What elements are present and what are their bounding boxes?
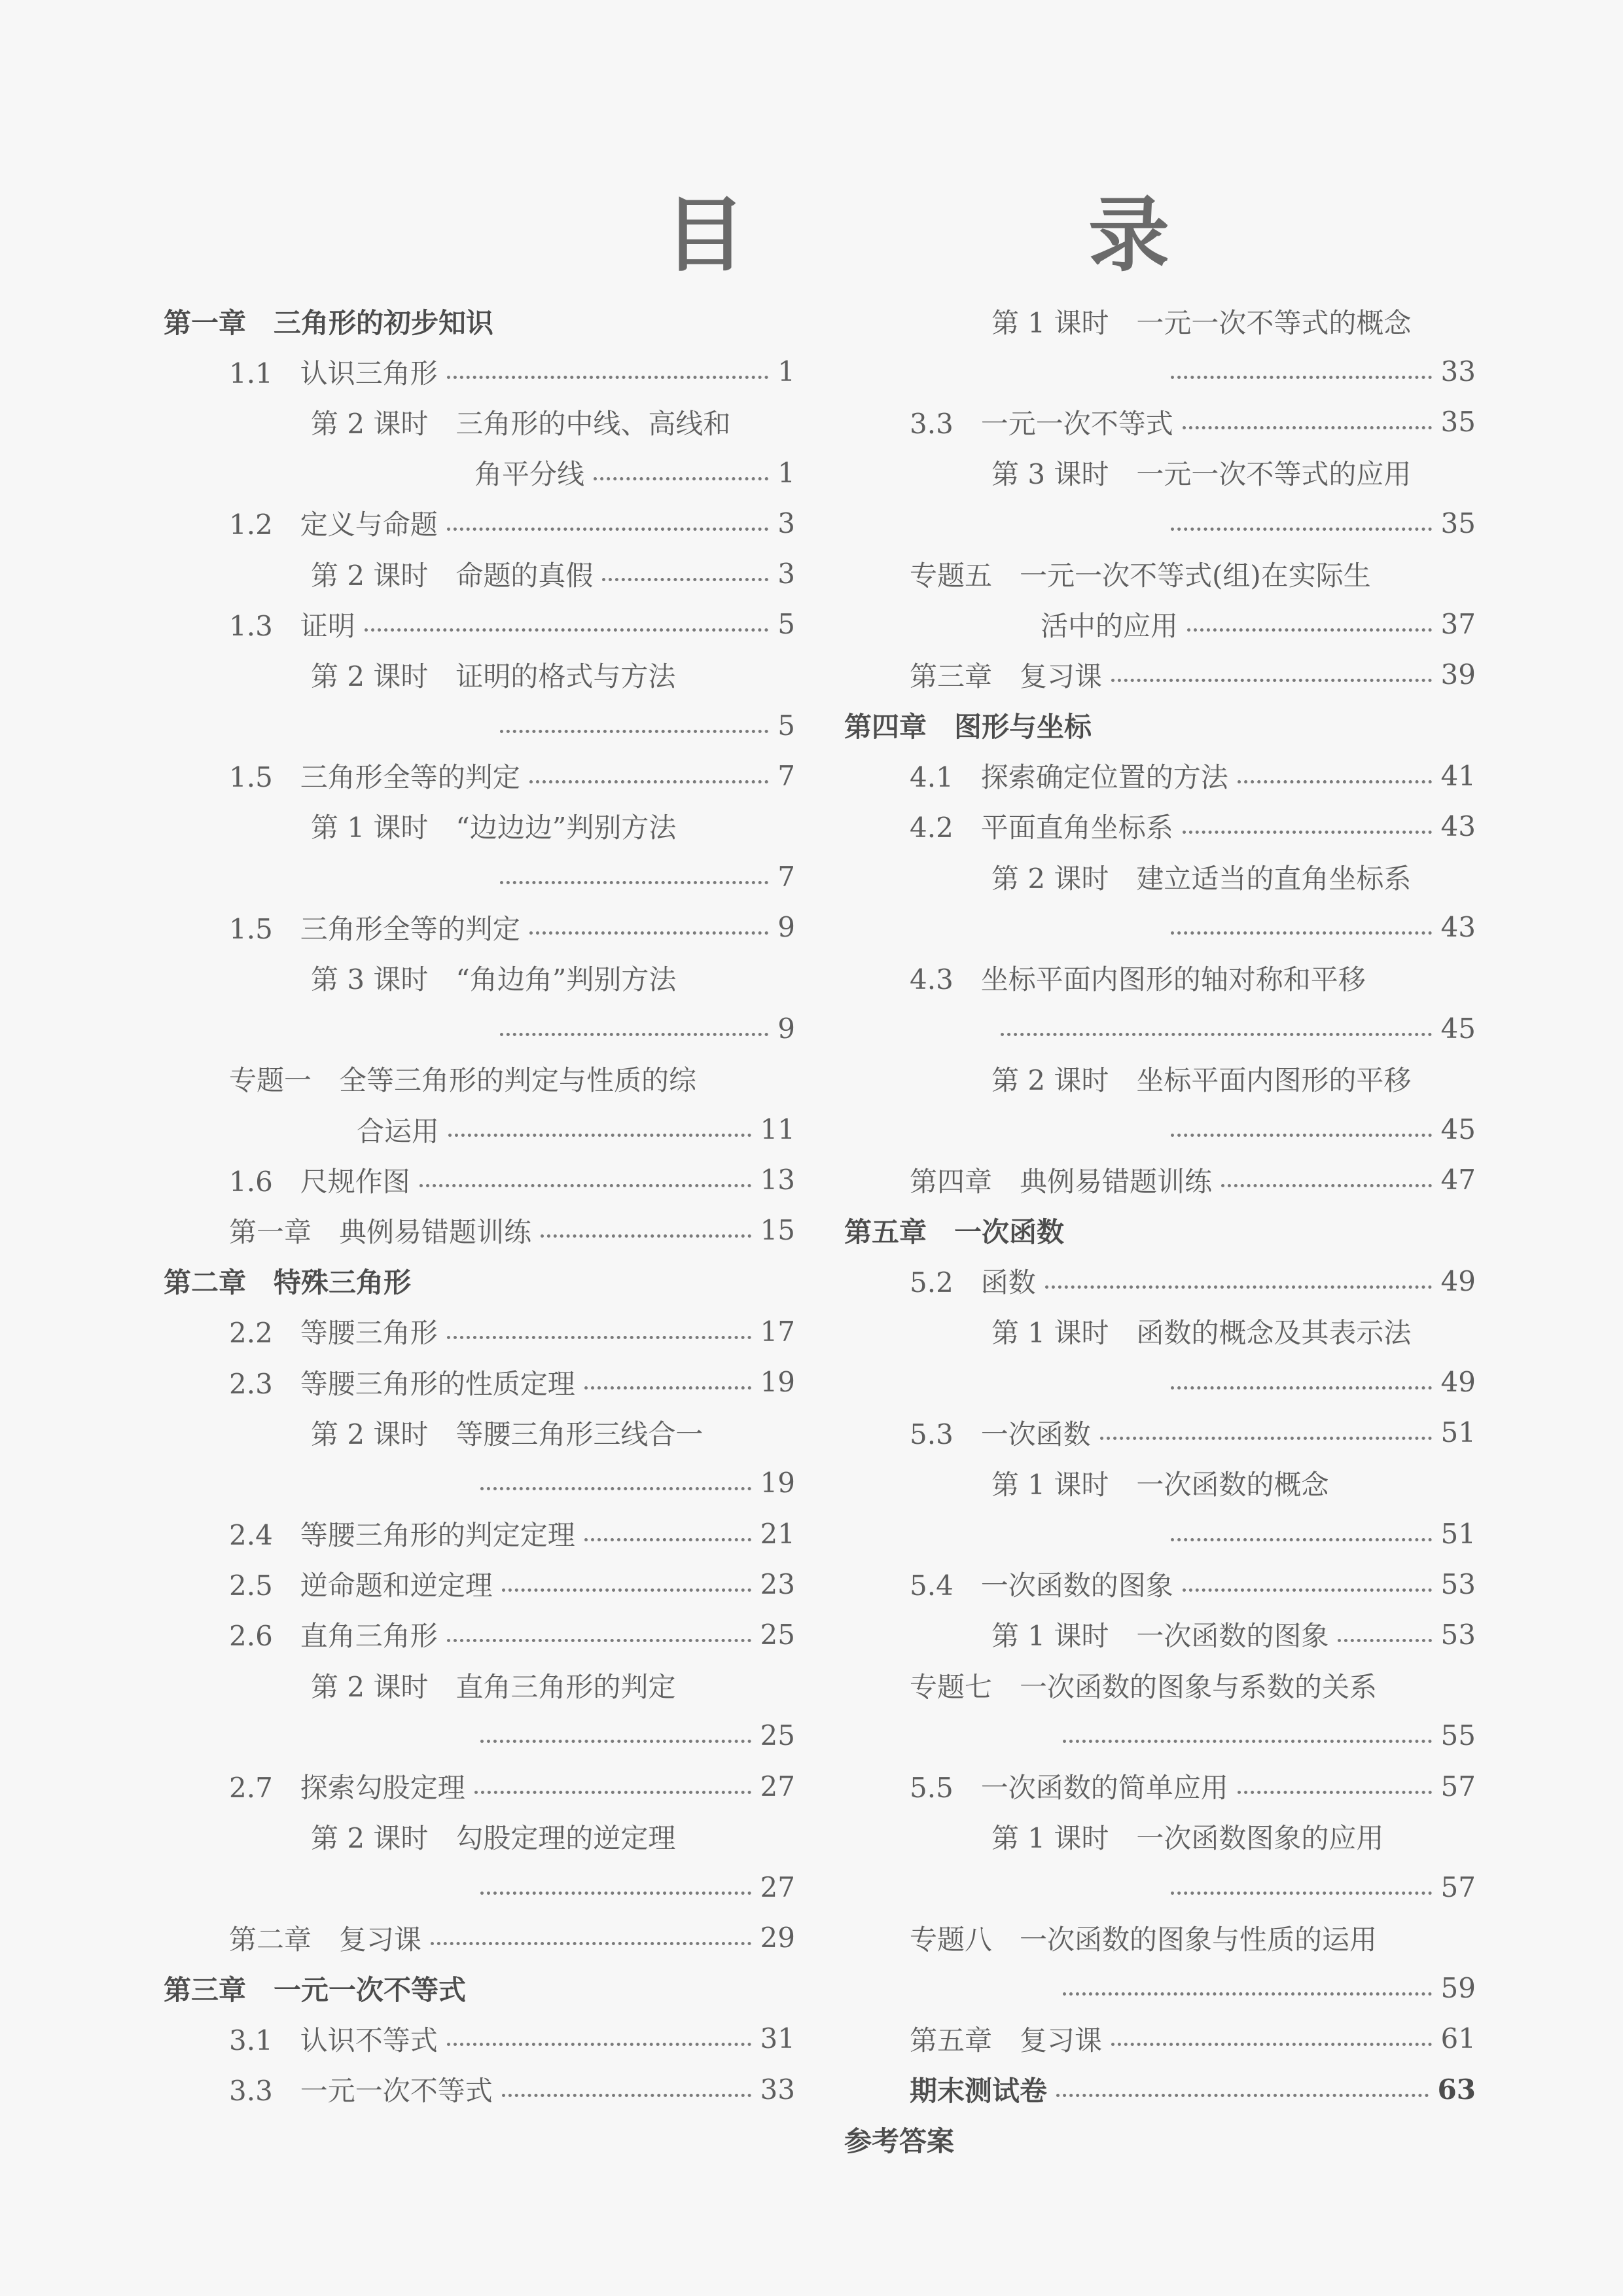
toc-entry-label: 1.3 证明 xyxy=(229,609,355,642)
toc-entry-label: 5.2 函数 xyxy=(910,1266,1036,1299)
toc-entry-label: 3.3 一元一次不等式 xyxy=(229,2075,493,2108)
toc-entry[interactable] xyxy=(844,852,1476,902)
toc-entry-label: 5.4 一次函数的图象 xyxy=(910,1570,1173,1602)
toc-page-number: 55 xyxy=(1440,1719,1476,1752)
toc-entry-label: 第 3 课时 一元一次不等式的应用 xyxy=(991,458,1412,491)
dot-leader xyxy=(1171,1538,1432,1541)
toc-page-number: 9 xyxy=(777,1012,795,1045)
dot-leader xyxy=(502,1588,751,1592)
dot-leader xyxy=(500,730,768,733)
toc-entry[interactable] xyxy=(844,448,1476,498)
dot-leader xyxy=(431,1942,751,1945)
toc-chapter-heading[interactable] xyxy=(164,1256,795,1306)
toc-entry[interactable] xyxy=(844,1509,1476,1559)
toc-entry-label: 第 2 课时 坐标平面内图形的平移 xyxy=(991,1064,1412,1097)
page-title: 目 录 xyxy=(664,188,1301,283)
toc-page-number: 49 xyxy=(1440,1366,1476,1399)
toc-entry-label: 4.2 平面直角坐标系 xyxy=(910,812,1173,844)
toc-entry-label: 1.5 三角形全等的判定 xyxy=(229,912,520,945)
toc-page-number: 53 xyxy=(1440,1568,1476,1600)
toc-entry[interactable] xyxy=(844,346,1476,397)
toc-entry[interactable] xyxy=(164,2064,795,2115)
toc-entry[interactable] xyxy=(844,1256,1476,1306)
toc-entry-label: 第 2 课时 三角形的中线、高线和 xyxy=(311,407,731,440)
toc-entry[interactable] xyxy=(844,751,1476,801)
toc-chapter-heading[interactable] xyxy=(844,1205,1476,1255)
dot-leader xyxy=(1338,1639,1431,1642)
dot-leader xyxy=(500,1033,768,1036)
toc-entry[interactable] xyxy=(164,1862,795,1912)
toc-entry-label: 专题五 一元一次不等式(组)在实际生 xyxy=(910,559,1371,592)
toc-page-number: 45 xyxy=(1440,1012,1476,1045)
toc-entry[interactable] xyxy=(164,1407,795,1458)
dot-leader xyxy=(1171,1386,1432,1390)
toc-page-number: 45 xyxy=(1440,1113,1476,1146)
toc-page-number: 33 xyxy=(760,2073,795,2106)
toc-entry-label: 第 1 课时 一次函数的概念 xyxy=(991,1468,1329,1501)
toc-entry[interactable] xyxy=(164,1357,795,1407)
toc-page-number: 3 xyxy=(777,507,795,539)
toc-entry-label: 专题一 全等三角形的判定与性质的综 xyxy=(229,1064,697,1097)
toc-page-number: 63 xyxy=(1437,2073,1476,2106)
toc-entry[interactable] xyxy=(844,1660,1476,1710)
toc-entry[interactable] xyxy=(164,1660,795,1710)
toc-entry[interactable] xyxy=(844,952,1476,1003)
toc-entry[interactable] xyxy=(164,1509,795,1559)
toc-entry[interactable] xyxy=(844,1407,1476,1458)
toc-page-number: 59 xyxy=(1440,1972,1476,2005)
toc-page-number: 25 xyxy=(760,1618,795,1651)
toc-page-number: 19 xyxy=(760,1366,795,1399)
dot-leader xyxy=(1111,2043,1432,2046)
toc-entry[interactable] xyxy=(844,1963,1476,2013)
toc-entry-label: 第 2 课时 命题的真假 xyxy=(311,559,594,592)
dot-leader xyxy=(1183,831,1432,834)
toc-entry-label: 第四章 图形与坐标 xyxy=(844,711,1092,744)
toc-entry[interactable] xyxy=(164,902,795,952)
toc-entry[interactable] xyxy=(844,1155,1476,1205)
dot-leader xyxy=(447,1639,751,1642)
toc-entry-label: 4.3 坐标平面内图形的轴对称和平移 xyxy=(910,963,1366,996)
toc-entry-label: 第 2 课时 证明的格式与方法 xyxy=(311,660,676,692)
toc-entry-label: 第四章 典例易错题训练 xyxy=(910,1165,1213,1198)
toc-page-number: 1 xyxy=(777,355,795,388)
toc-entry[interactable] xyxy=(164,498,795,548)
toc-entry[interactable] xyxy=(164,1306,795,1357)
toc-page-number: 41 xyxy=(1440,759,1476,792)
toc-entry[interactable] xyxy=(164,1912,795,1963)
dot-leader xyxy=(480,1740,751,1743)
toc-entry[interactable] xyxy=(164,1205,795,1255)
toc-left-column xyxy=(164,296,795,2115)
toc-entry-label: 第 1 课时 一次函数的图象 xyxy=(991,1620,1329,1653)
toc-entry[interactable] xyxy=(164,397,795,447)
toc-entry[interactable] xyxy=(844,2064,1476,2115)
toc-entry[interactable] xyxy=(844,649,1476,700)
toc-entry[interactable] xyxy=(844,1458,1476,1508)
toc-entry[interactable] xyxy=(164,649,795,700)
dot-leader xyxy=(1187,628,1432,632)
toc-entry[interactable] xyxy=(164,1155,795,1205)
toc-entry-label: 1.2 定义与命题 xyxy=(229,509,438,541)
toc-right-column xyxy=(844,296,1476,2165)
dot-leader xyxy=(541,1234,751,1238)
toc-entry-label: 第 1 课时 函数的概念及其表示法 xyxy=(991,1317,1412,1350)
toc-entry-label: 2.4 等腰三角形的判定定理 xyxy=(229,1519,575,1552)
toc-entry[interactable] xyxy=(164,1559,795,1609)
toc-entry-label: 专题八 一次函数的图象与性质的运用 xyxy=(910,1923,1378,1956)
dot-leader xyxy=(480,1487,751,1490)
toc-entry[interactable] xyxy=(844,397,1476,447)
toc-page-number: 21 xyxy=(760,1517,795,1550)
toc-entry[interactable] xyxy=(844,1054,1476,1104)
toc-entry[interactable] xyxy=(844,1862,1476,1912)
toc-entry[interactable] xyxy=(844,1812,1476,1862)
toc-page-number: 43 xyxy=(1440,810,1476,842)
dot-leader xyxy=(1056,2094,1429,2097)
toc-entry-label: 第二章 复习课 xyxy=(229,1923,422,1956)
dot-leader xyxy=(584,1538,751,1541)
toc-entry-label: 2.6 直角三角形 xyxy=(229,1620,438,1653)
dot-leader xyxy=(1171,931,1432,935)
toc-entry[interactable] xyxy=(844,902,1476,952)
toc-entry[interactable] xyxy=(844,1609,1476,1660)
toc-entry-label: 专题七 一次函数的图象与系数的关系 xyxy=(910,1670,1378,1703)
dot-leader xyxy=(1171,528,1432,531)
toc-entry[interactable] xyxy=(844,1559,1476,1609)
dot-leader xyxy=(584,1386,751,1390)
toc-entry-label: 第 1 课时 一元一次不等式的概念 xyxy=(991,306,1412,339)
toc-entry[interactable] xyxy=(164,1003,795,1054)
toc-entry[interactable] xyxy=(164,1812,795,1862)
toc-entry-label: 第 2 课时 等腰三角形三线合一 xyxy=(311,1418,704,1450)
toc-entry[interactable] xyxy=(164,548,795,599)
toc-entry-label: 2.5 逆命题和逆定理 xyxy=(229,1570,493,1602)
dot-leader xyxy=(1221,1184,1432,1187)
toc-entry-label: 2.3 等腰三角形的性质定理 xyxy=(229,1367,575,1400)
toc-entry-label: 第五章 一次函数 xyxy=(844,1215,1065,1248)
toc-entry[interactable] xyxy=(164,700,795,751)
dot-leader xyxy=(1183,1588,1432,1592)
dot-leader xyxy=(529,931,768,935)
toc-entry-label: 第二章 特殊三角形 xyxy=(164,1266,412,1299)
toc-page-number: 35 xyxy=(1440,507,1476,539)
dot-leader xyxy=(474,1791,751,1794)
toc-page-number: 7 xyxy=(777,759,795,792)
toc-page-number: 37 xyxy=(1440,608,1476,641)
toc-page-number: 31 xyxy=(760,2022,795,2055)
toc-entry[interactable] xyxy=(164,346,795,397)
toc-page-number: 13 xyxy=(760,1164,795,1196)
dot-leader xyxy=(365,628,768,632)
toc-entry-label: 第 2 课时 勾股定理的逆定理 xyxy=(311,1822,676,1855)
toc-entry-label: 合运用 xyxy=(357,1115,440,1147)
toc-entry-label: 1.1 认识三角形 xyxy=(229,357,438,389)
toc-entry[interactable] xyxy=(164,852,795,902)
toc-page-number: 9 xyxy=(777,911,795,944)
toc-entry[interactable] xyxy=(164,1609,795,1660)
dot-leader xyxy=(1183,426,1432,429)
toc-page-number: 23 xyxy=(760,1568,795,1600)
toc-entry[interactable] xyxy=(844,296,1476,346)
toc-entry-label: 第 3 课时 “角边角”判别方法 xyxy=(311,963,677,996)
toc-entry[interactable] xyxy=(844,1912,1476,1963)
toc-page-number: 5 xyxy=(777,608,795,641)
dot-leader xyxy=(1238,780,1432,783)
toc-entry-label: 3.1 认识不等式 xyxy=(229,2024,438,2056)
dot-leader xyxy=(447,2043,751,2046)
toc-entry-label: 5.3 一次函数 xyxy=(910,1418,1091,1450)
toc-entry[interactable] xyxy=(164,1761,795,1811)
dot-leader xyxy=(447,1336,751,1339)
dot-leader xyxy=(1001,1033,1432,1036)
toc-entry[interactable] xyxy=(844,1761,1476,1811)
toc-entry[interactable] xyxy=(164,801,795,852)
dot-leader xyxy=(448,1134,751,1137)
toc-page-number: 35 xyxy=(1440,406,1476,439)
toc-entry-label: 5.5 一次函数的简单应用 xyxy=(910,1772,1228,1804)
dot-leader xyxy=(480,1892,751,1895)
toc-chapter-heading[interactable] xyxy=(844,2115,1476,2165)
toc-entry[interactable] xyxy=(844,599,1476,649)
toc-page-number: 3 xyxy=(777,558,795,590)
toc-entry-label: 4.1 探索确定位置的方法 xyxy=(910,761,1228,794)
toc-page-number: 51 xyxy=(1440,1517,1476,1550)
toc-entry-label: 2.7 探索勾股定理 xyxy=(229,1772,465,1804)
toc-entry-label: 活中的应用 xyxy=(1041,609,1179,642)
dot-leader xyxy=(529,780,768,783)
toc-entry[interactable] xyxy=(164,448,795,498)
dot-leader xyxy=(419,1184,751,1187)
toc-page-number: 39 xyxy=(1440,658,1476,691)
toc-page-number: 7 xyxy=(777,861,795,893)
toc-entry[interactable] xyxy=(844,2013,1476,2064)
toc-page-number: 33 xyxy=(1440,355,1476,388)
toc-entry-label: 第 1 课时 一次函数图象的应用 xyxy=(991,1822,1384,1855)
toc-page-number: 11 xyxy=(760,1113,795,1146)
dot-leader xyxy=(447,376,768,379)
toc-entry-label: 第一章 典例易错题训练 xyxy=(229,1215,532,1248)
toc-entry-label: 参考答案 xyxy=(844,2125,955,2158)
toc-entry-label: 3.3 一元一次不等式 xyxy=(910,407,1173,440)
toc-page-number: 51 xyxy=(1440,1416,1476,1449)
toc-entry[interactable] xyxy=(164,952,795,1003)
toc-page-number: 61 xyxy=(1440,2022,1476,2055)
toc-entry-label: 第三章 一元一次不等式 xyxy=(164,1973,467,2006)
dot-leader xyxy=(1063,1992,1432,1996)
toc-entry[interactable] xyxy=(844,1104,1476,1155)
dot-leader xyxy=(1171,1892,1432,1895)
dot-leader xyxy=(502,2094,751,2097)
dot-leader xyxy=(1045,1285,1432,1289)
toc-page-number: 53 xyxy=(1440,1618,1476,1651)
toc-entry[interactable] xyxy=(844,548,1476,599)
toc-chapter-heading[interactable] xyxy=(164,1963,795,2013)
toc-entry[interactable] xyxy=(164,2013,795,2064)
dot-leader xyxy=(500,881,768,884)
dot-leader xyxy=(447,528,768,531)
toc-entry[interactable] xyxy=(164,1710,795,1761)
toc-entry[interactable] xyxy=(164,599,795,649)
dot-leader xyxy=(1238,1791,1432,1794)
dot-leader xyxy=(1111,679,1432,682)
toc-entry-label: 角平分线 xyxy=(474,458,585,491)
toc-page-number: 27 xyxy=(760,1871,795,1903)
dot-leader xyxy=(1171,376,1432,379)
dot-leader xyxy=(1100,1437,1432,1440)
toc-entry-label: 第 1 课时 “边边边”判别方法 xyxy=(311,812,677,844)
toc-page-number: 5 xyxy=(777,709,795,742)
toc-entry[interactable] xyxy=(844,801,1476,852)
toc-page-number: 47 xyxy=(1440,1164,1476,1196)
toc-entry[interactable] xyxy=(844,498,1476,548)
toc-entry-label: 第 2 课时 建立适当的直角坐标系 xyxy=(991,862,1412,895)
toc-page-number: 25 xyxy=(760,1719,795,1752)
toc-entry-label: 第三章 复习课 xyxy=(910,660,1103,692)
toc-page-number: 19 xyxy=(760,1467,795,1499)
toc-entry-label: 第一章 三角形的初步知识 xyxy=(164,306,494,339)
toc-page-number: 27 xyxy=(760,1770,795,1803)
dot-leader xyxy=(602,578,768,581)
toc-entry-label: 期末测试卷 xyxy=(910,2075,1048,2108)
toc-entry-label: 第 2 课时 直角三角形的判定 xyxy=(311,1670,676,1703)
toc-chapter-heading[interactable] xyxy=(164,296,795,346)
toc-entry[interactable] xyxy=(164,1054,795,1104)
dot-leader xyxy=(1171,1134,1432,1137)
toc-page-number: 1 xyxy=(777,456,795,489)
dot-leader xyxy=(1063,1740,1432,1743)
toc-entry-label: 1.5 三角形全等的判定 xyxy=(229,761,520,794)
toc-entry-label: 2.2 等腰三角形 xyxy=(229,1317,438,1350)
toc-entry[interactable] xyxy=(844,1357,1476,1407)
toc-page-number: 57 xyxy=(1440,1871,1476,1903)
toc-entry-label: 第五章 复习课 xyxy=(910,2024,1103,2056)
toc-entry[interactable] xyxy=(164,1458,795,1508)
toc-entry[interactable] xyxy=(844,1306,1476,1357)
toc-page-number: 49 xyxy=(1440,1265,1476,1297)
toc-page-number: 17 xyxy=(760,1315,795,1348)
toc-page-number: 15 xyxy=(760,1214,795,1247)
toc-entry[interactable] xyxy=(164,751,795,801)
toc-page-number: 29 xyxy=(760,1922,795,1954)
toc-entry-label: 1.6 尺规作图 xyxy=(229,1165,410,1198)
toc-chapter-heading[interactable] xyxy=(844,700,1476,751)
toc-page-number: 43 xyxy=(1440,911,1476,944)
toc-entry[interactable] xyxy=(164,1104,795,1155)
toc-entry[interactable] xyxy=(844,1003,1476,1054)
toc-page-number: 57 xyxy=(1440,1770,1476,1803)
dot-leader xyxy=(594,477,768,480)
toc-entry[interactable] xyxy=(844,1710,1476,1761)
